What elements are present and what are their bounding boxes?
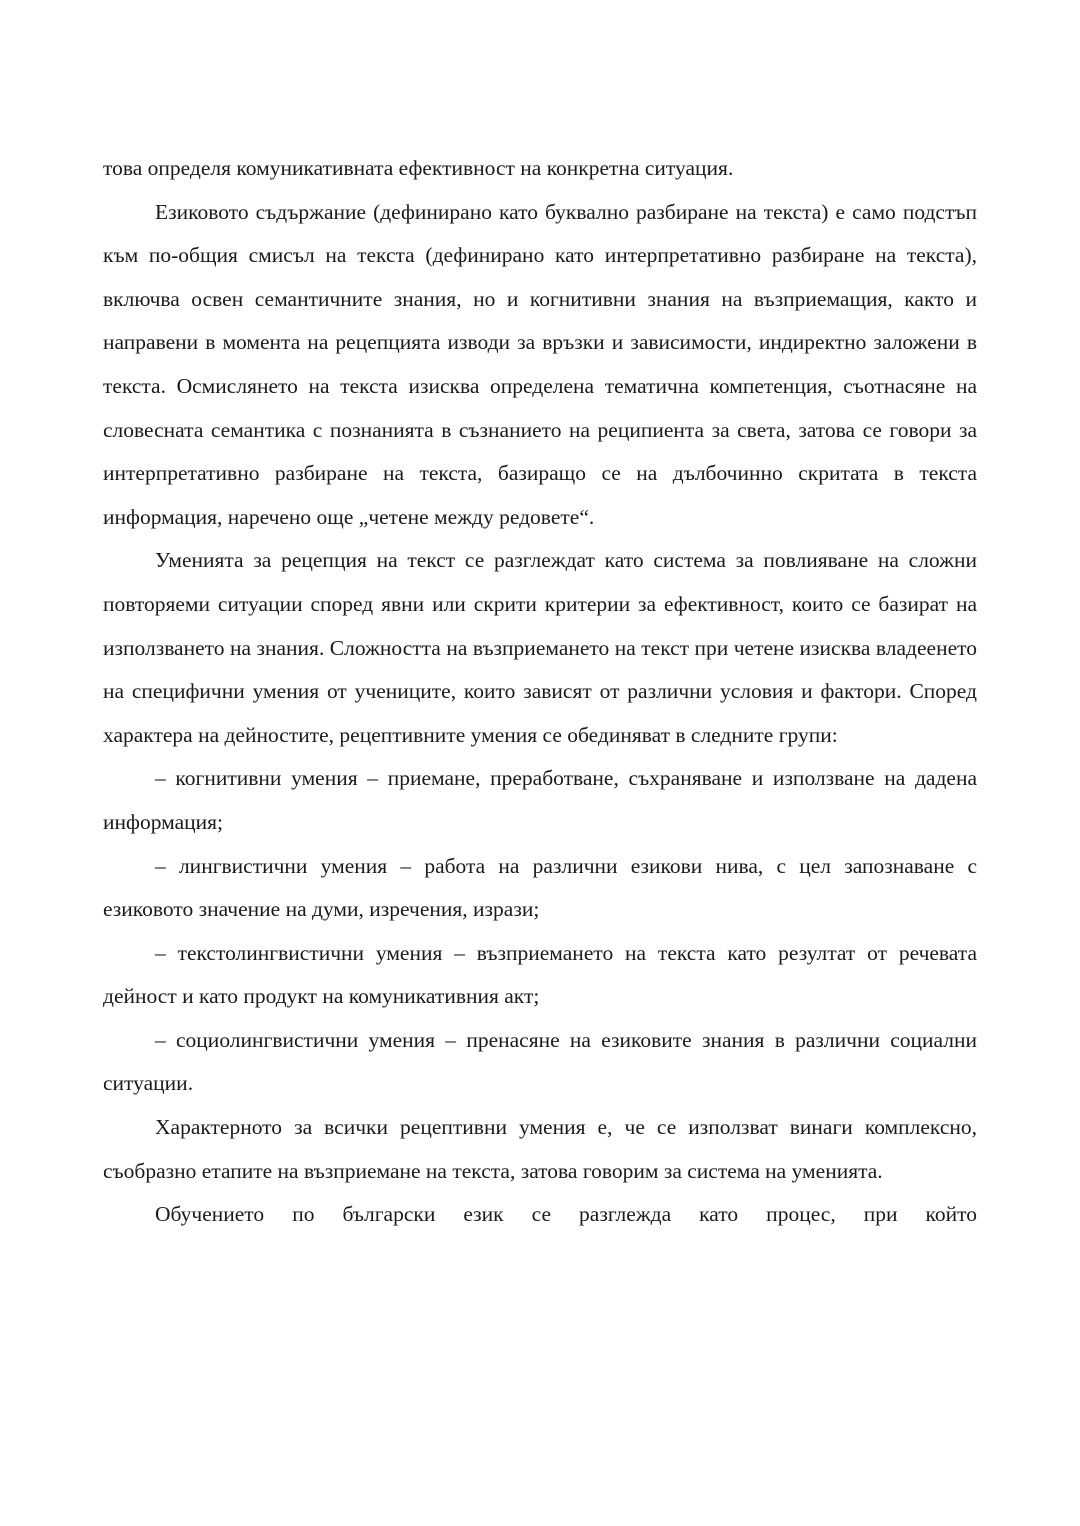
paragraph-reception-skills: Уменията за рецепция на текст се разглеждат като система за повлияване на сложни повторяеми ситуации според явни или скрити критерии за ефективност, които се базират на използването на знания. Сложността на възприемането на текст при четене изисква владеенето на специфични умения от учениците, които зависят от различни условия и фактори. Според характера на дейностите, рецептивните умения се обединяват в следните групи: bbox=[103, 548, 977, 747]
paragraph-skills-system: Характерното за всички рецептивни умения е, че се използват винаги комплексно, съобразно етапите на възприемане на текста, затова говорим за система на уменията. bbox=[103, 1115, 977, 1183]
list-item-linguistic-skills: – лингвистични умения – работа на различни езикови нива, с цел запознаване с езиковото значение на думи, изречения, изрази; bbox=[103, 853, 977, 922]
document-page bbox=[103, 147, 977, 1237]
paragraph-bulgarian-education: Обучението по български език се разглежда като процес, при който bbox=[155, 1202, 977, 1227]
paragraph-continuation: това определя комуникативната ефективност на конкретна ситуация. bbox=[103, 156, 734, 180]
list-item-cognitive-skills: – когнитивни умения – приемане, преработване, съхраняване и използване на дадена информация; bbox=[103, 766, 977, 834]
list-item-sociolinguistic-skills: – социолингвистични умения – пренасяне на езиковите знания в различни социални ситуации. bbox=[103, 1027, 977, 1096]
paragraph-language-content: Езиковото съдържание (дефинирано като буквално разбиране на текста) е само подстъп към по-общия смисъл на текста (дефинирано като интерпретативно разбиране на текста), включва освен семантичните знания, но и когнитивни знания на възприемащия, както и направени в момента на рецепцията изводи за връзки и зависимости, индиректно заложени в текста. Осмислянето на текста изисква определена тематична компетенция, съотнасяне на словесната семантика с познанията в съзнанието на реципиента за света, затова се говори за интерпретативно разбиране на текста, базиращо се на дълбочинно скритата в текста информация, наречено още „четене между редовете“. bbox=[103, 199, 977, 529]
list-item-textlinguistic-skills: – текстолингвистични умения – възприемането на текста като резултат от речевата дейност и като продукт на комуникативния акт; bbox=[103, 940, 977, 1009]
